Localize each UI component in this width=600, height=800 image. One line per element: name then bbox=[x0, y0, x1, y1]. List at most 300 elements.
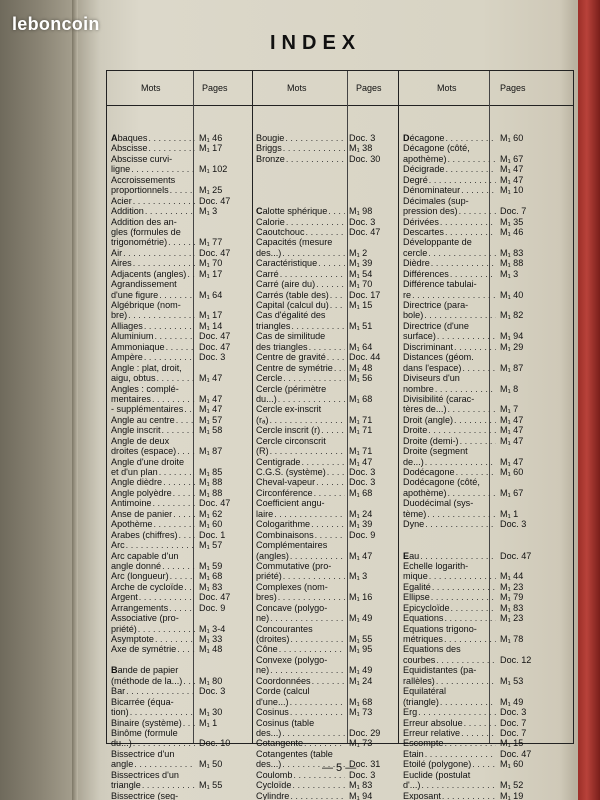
index-page-ref bbox=[195, 613, 249, 623]
dot-leader bbox=[161, 425, 195, 435]
dot-leader bbox=[424, 519, 496, 529]
index-word: Angle d'une droite bbox=[111, 456, 185, 467]
dot-leader bbox=[172, 509, 195, 519]
dot-leader bbox=[151, 498, 195, 508]
index-entry bbox=[403, 352, 568, 362]
dot-leader bbox=[411, 290, 496, 300]
index-word: Cylindre bbox=[256, 790, 290, 800]
spacer bbox=[256, 185, 345, 195]
index-page-ref bbox=[195, 551, 249, 561]
index-word: - supplémentaires bbox=[111, 404, 184, 415]
index-entry bbox=[111, 436, 249, 446]
index-page-ref bbox=[195, 363, 249, 373]
index-entry bbox=[111, 655, 249, 665]
index-word: Adjacents (angles) bbox=[111, 268, 187, 279]
index-page-ref: M₁ 14 bbox=[199, 320, 223, 331]
index-entry bbox=[256, 206, 395, 216]
index-entry bbox=[403, 269, 568, 279]
index-entry bbox=[403, 227, 568, 237]
index-page-ref: Doc. 9 bbox=[349, 529, 376, 540]
index-page-ref: M₁ 48 bbox=[199, 644, 223, 655]
dot-leader bbox=[284, 133, 345, 143]
index-entry bbox=[403, 404, 568, 414]
index-word: C.G.S. (système) bbox=[256, 467, 326, 477]
index-word: Directrice (d'une bbox=[403, 320, 469, 331]
spacer bbox=[472, 237, 496, 247]
index-entry bbox=[256, 665, 395, 675]
index-entry bbox=[403, 791, 568, 800]
dot-leader bbox=[168, 603, 195, 613]
index-entry bbox=[111, 718, 249, 728]
index-word: Anse de panier bbox=[111, 508, 173, 519]
index-page-ref bbox=[345, 749, 395, 759]
index-page-ref: Doc. 29 bbox=[349, 727, 381, 738]
index-page-ref bbox=[345, 185, 395, 195]
index-entry bbox=[111, 300, 249, 310]
index-entry bbox=[111, 269, 249, 279]
dot-leader bbox=[450, 603, 496, 613]
index-word: d'...) bbox=[403, 780, 421, 791]
index-word: Différence tabulai- bbox=[403, 279, 477, 290]
dot-leader bbox=[162, 477, 195, 487]
index-page-ref bbox=[496, 300, 568, 310]
index-word: Droite (demi-) bbox=[403, 435, 459, 446]
index-word: Dyne bbox=[403, 519, 425, 530]
index-page-ref: M₁ 77 bbox=[199, 237, 223, 248]
index-word: Bissectrice (seg- bbox=[111, 790, 179, 800]
dot-leader bbox=[273, 509, 345, 519]
brand-logo: leboncoin bbox=[12, 14, 100, 34]
dot-leader bbox=[435, 676, 496, 686]
index-page-ref bbox=[345, 603, 395, 613]
index-entry bbox=[256, 718, 395, 728]
index-word: Angle dièdre bbox=[111, 477, 163, 488]
index-entry bbox=[111, 561, 249, 571]
index-word: (droites) bbox=[256, 634, 290, 644]
index-page-ref: M₁ 35 bbox=[500, 216, 524, 227]
spacer bbox=[327, 603, 345, 613]
index-word: Cas d'égalité des bbox=[256, 310, 326, 321]
index-entry bbox=[256, 237, 395, 247]
index-entry bbox=[403, 582, 568, 592]
index-word: Coulomb bbox=[256, 769, 293, 780]
spacer bbox=[331, 561, 345, 571]
index-entry bbox=[403, 164, 568, 174]
index-word: bres) bbox=[256, 592, 277, 603]
index-page-ref: M₁ 47 bbox=[199, 404, 223, 415]
index-entry bbox=[403, 718, 568, 728]
dot-leader bbox=[186, 269, 195, 279]
spacer bbox=[446, 686, 496, 696]
index-page-ref: M₁ 85 bbox=[199, 467, 223, 477]
index-word: du...) bbox=[111, 738, 132, 749]
red-book-cover bbox=[578, 0, 600, 800]
index-entry bbox=[403, 154, 568, 164]
spacer bbox=[314, 718, 345, 728]
spacer bbox=[325, 310, 345, 320]
index-entry bbox=[111, 217, 249, 227]
index-entry bbox=[111, 352, 249, 362]
dot-leader bbox=[182, 676, 195, 686]
index-word: Cercle (périmètre bbox=[256, 383, 327, 394]
index-page-ref: Doc. 9 bbox=[199, 602, 226, 613]
index-word: Angle de deux bbox=[111, 435, 170, 446]
index-page-ref: M₁ 7 bbox=[500, 404, 519, 415]
index-entry bbox=[111, 676, 249, 686]
dot-leader bbox=[443, 634, 496, 644]
dot-leader bbox=[154, 634, 195, 644]
index-word: des...) bbox=[256, 247, 282, 258]
spacer bbox=[310, 686, 345, 696]
index-entry bbox=[111, 571, 249, 581]
spacer bbox=[256, 164, 345, 174]
dot-leader bbox=[317, 258, 345, 268]
index-entry bbox=[256, 780, 395, 790]
index-entry bbox=[256, 269, 395, 279]
dot-leader bbox=[153, 331, 195, 341]
index-entry bbox=[256, 571, 395, 581]
index-word: Dénominateur bbox=[403, 185, 461, 196]
index-page-ref bbox=[496, 196, 568, 206]
index-word: Equidistantes (pa- bbox=[403, 665, 477, 676]
spacer bbox=[256, 196, 345, 206]
index-word: Abscisse bbox=[111, 143, 148, 154]
index-entry bbox=[256, 425, 395, 435]
dot-leader bbox=[329, 290, 345, 300]
index-word: Corde (calcul bbox=[256, 686, 310, 697]
index-page-ref bbox=[345, 404, 395, 414]
index-page-ref: M₁ 17 bbox=[199, 310, 223, 321]
dot-leader bbox=[446, 404, 496, 414]
index-page-ref: M₁ 49 bbox=[349, 613, 373, 624]
index-page-ref: M₁ 57 bbox=[199, 414, 223, 425]
index-page-ref bbox=[496, 561, 568, 571]
index-entry bbox=[111, 707, 249, 717]
index-entry bbox=[256, 738, 395, 748]
index-page-ref: M₁ 40 bbox=[500, 289, 524, 300]
index-entry bbox=[111, 738, 249, 748]
index-entry bbox=[111, 509, 249, 519]
index-page-ref: M₁ 15 bbox=[500, 738, 524, 749]
index-page-ref bbox=[496, 624, 568, 634]
index-word: Abaques bbox=[111, 133, 148, 143]
index-entry bbox=[111, 498, 249, 508]
index-word: Associative (pro- bbox=[111, 613, 179, 624]
index-page-ref bbox=[345, 164, 395, 174]
index-entry bbox=[256, 217, 395, 227]
index-page-ref bbox=[496, 665, 568, 675]
dot-leader bbox=[158, 467, 195, 477]
index-entry bbox=[111, 227, 249, 237]
index-page-ref: M₁ 25 bbox=[199, 185, 223, 196]
index-word: Accroissements bbox=[111, 174, 176, 185]
spacer bbox=[474, 352, 496, 362]
index-page-ref: M₁ 60 bbox=[500, 759, 524, 770]
index-word: Combinaisons bbox=[256, 529, 314, 540]
index-word: Abscisse curvi- bbox=[111, 153, 173, 164]
dot-leader bbox=[444, 133, 496, 143]
index-page-ref: M₁ 47 bbox=[500, 414, 524, 425]
index-page-ref: M₁ 3 bbox=[500, 268, 519, 279]
dot-leader bbox=[169, 571, 195, 581]
section-initial: E bbox=[403, 550, 410, 561]
index-page-ref bbox=[345, 175, 395, 185]
index-entry bbox=[111, 467, 249, 477]
index-page-ref: M₁ 47 bbox=[199, 393, 223, 404]
index-entry bbox=[111, 446, 249, 456]
index-page-ref: Doc. 47 bbox=[199, 247, 231, 258]
index-word: de...) bbox=[403, 456, 424, 467]
index-entry bbox=[256, 530, 395, 540]
index-word: Cercle ex-inscrit bbox=[256, 404, 322, 415]
dot-leader bbox=[453, 342, 496, 352]
dot-leader bbox=[169, 185, 195, 195]
index-word: Acier bbox=[111, 195, 132, 206]
index-entry bbox=[111, 185, 249, 195]
dot-leader bbox=[326, 352, 345, 362]
spacer bbox=[468, 561, 496, 571]
index-page-ref: M₁ 47 bbox=[199, 373, 223, 384]
index-page-ref: M₁ 47 bbox=[500, 456, 524, 467]
spacer bbox=[175, 175, 195, 185]
index-entry bbox=[403, 780, 568, 790]
spacer bbox=[172, 154, 195, 164]
index-page-ref: M₁ 49 bbox=[500, 696, 524, 707]
rule-col-2 bbox=[398, 71, 399, 743]
index-page-ref: Doc. 3 bbox=[199, 686, 226, 697]
index-entry bbox=[403, 363, 568, 373]
dot-leader bbox=[125, 540, 195, 550]
index-word: Cosinus (table bbox=[256, 717, 315, 728]
dot-leader bbox=[147, 143, 195, 153]
index-page-ref: M₁ 17 bbox=[199, 268, 223, 279]
index-word: Apothème bbox=[111, 519, 153, 530]
dot-leader bbox=[132, 258, 195, 268]
dot-leader bbox=[427, 248, 496, 258]
index-word: Diviseurs d'un bbox=[403, 373, 460, 384]
index-page-ref: M₁ 55 bbox=[199, 780, 223, 791]
index-entry bbox=[111, 404, 249, 414]
spacer bbox=[473, 498, 496, 508]
index-page-ref bbox=[195, 749, 249, 759]
index-entry bbox=[256, 300, 395, 310]
index-entry bbox=[403, 749, 568, 759]
index-word: pression des) bbox=[403, 206, 458, 217]
index-page-ref: M₁ 88 bbox=[500, 258, 524, 269]
index-entry bbox=[403, 394, 568, 404]
index-word: (rₐ) bbox=[256, 414, 269, 425]
spacer bbox=[178, 791, 195, 800]
index-word: Exposant bbox=[403, 790, 441, 800]
spacer bbox=[403, 540, 496, 550]
dot-leader bbox=[428, 175, 496, 185]
index-word: Concave (polygo- bbox=[256, 602, 328, 613]
index-word: Calorie bbox=[256, 216, 285, 227]
index-entry bbox=[403, 759, 568, 769]
dot-leader bbox=[430, 592, 496, 602]
index-page-ref: M₁ 83 bbox=[500, 247, 524, 258]
index-page-ref bbox=[345, 310, 395, 320]
section-initial: B bbox=[111, 665, 118, 676]
index-page-ref: Doc. 47 bbox=[199, 498, 231, 509]
index-page-ref bbox=[195, 154, 249, 164]
spacer bbox=[178, 728, 195, 738]
index-word: Angle inscrit bbox=[111, 425, 161, 436]
index-word: Aires bbox=[111, 258, 132, 269]
index-entry bbox=[403, 185, 568, 195]
index-page-ref: M₁ 60 bbox=[500, 467, 524, 477]
dot-leader bbox=[436, 331, 496, 341]
index-entry bbox=[111, 206, 249, 216]
index-entry bbox=[256, 384, 395, 394]
index-entry bbox=[403, 561, 568, 571]
index-word: Caoutchouc bbox=[256, 226, 305, 237]
index-page-ref bbox=[496, 498, 568, 508]
index-word: Centigrade bbox=[256, 456, 301, 467]
index-word: Bicarrée (équa- bbox=[111, 696, 174, 707]
index-page-ref bbox=[496, 373, 568, 383]
index-entry bbox=[111, 373, 249, 383]
section-initial: A bbox=[111, 133, 118, 143]
dot-leader bbox=[453, 415, 496, 425]
index-table bbox=[106, 70, 574, 800]
index-page-ref: M₁ 19 bbox=[500, 790, 524, 800]
index-word: gles (formules de bbox=[111, 226, 181, 237]
index-word: tères de...) bbox=[403, 404, 447, 415]
index-entry bbox=[256, 321, 395, 331]
index-word: Angles : complé- bbox=[111, 383, 179, 394]
index-page-ref: M₁ 48 bbox=[349, 362, 373, 373]
index-entry bbox=[111, 258, 249, 268]
spacer bbox=[470, 770, 496, 780]
index-word: aigu, obtus bbox=[111, 373, 156, 384]
index-page-ref: M₁ 33 bbox=[199, 634, 223, 644]
index-page-ref: M₁ 10 bbox=[500, 185, 524, 196]
index-page-ref: M₁ 78 bbox=[500, 634, 524, 644]
index-entry bbox=[256, 707, 395, 717]
dot-leader bbox=[137, 624, 195, 634]
index-entry bbox=[256, 331, 395, 341]
index-word: Carré bbox=[256, 268, 279, 279]
index-page-ref: M₁ 52 bbox=[500, 780, 524, 791]
index-word: Discriminant bbox=[403, 341, 454, 352]
dot-leader bbox=[269, 446, 345, 456]
index-entry bbox=[403, 446, 568, 456]
index-page-ref: M₁ 38 bbox=[349, 143, 373, 154]
index-page-ref: M₁ 1 bbox=[500, 508, 519, 519]
index-entry bbox=[111, 342, 249, 352]
index-word: mentaires bbox=[111, 393, 151, 404]
index-page-ref: M₁ 83 bbox=[500, 602, 524, 613]
section-initial: C bbox=[256, 206, 263, 217]
index-page-ref: Doc. 44 bbox=[349, 352, 381, 363]
dot-leader bbox=[439, 217, 496, 227]
dot-leader bbox=[132, 738, 195, 748]
index-entry bbox=[111, 415, 249, 425]
index-word: Dodécagone (côté, bbox=[403, 477, 480, 488]
book-spine bbox=[72, 0, 78, 800]
index-page-ref: M₁ 79 bbox=[500, 592, 524, 603]
index-word: Arc capable d'un bbox=[111, 550, 179, 561]
spacer bbox=[111, 655, 195, 665]
index-entry bbox=[111, 363, 249, 373]
index-entry bbox=[256, 592, 395, 602]
index-word: nombre bbox=[403, 383, 434, 394]
index-word: Coordonnées bbox=[256, 675, 311, 686]
index-word: Axe de symétrie bbox=[111, 644, 177, 655]
index-page-ref: M₁ 83 bbox=[199, 581, 223, 592]
dot-leader bbox=[277, 394, 345, 404]
spacer bbox=[174, 749, 195, 759]
spacer bbox=[169, 436, 195, 446]
index-page-ref bbox=[345, 655, 395, 665]
index-word: tion) bbox=[111, 707, 129, 718]
index-page-ref: M₁ 60 bbox=[500, 133, 524, 143]
index-entry bbox=[403, 477, 568, 487]
dot-leader bbox=[282, 373, 345, 383]
index-page-ref bbox=[195, 457, 249, 467]
header-row bbox=[107, 71, 573, 106]
index-page-ref: M₁ 47 bbox=[500, 425, 524, 436]
index-page-ref: M₁ 47 bbox=[500, 174, 524, 185]
index-page-ref: M₁ 87 bbox=[500, 362, 524, 373]
dot-leader bbox=[434, 384, 496, 394]
dot-leader bbox=[460, 185, 496, 195]
dot-leader bbox=[449, 269, 496, 279]
dot-leader bbox=[423, 310, 496, 320]
index-word: Cologarithme bbox=[256, 519, 311, 530]
dot-leader bbox=[176, 644, 195, 654]
index-entry bbox=[256, 352, 395, 362]
dot-leader bbox=[281, 248, 345, 258]
index-page-ref: M₁ 82 bbox=[500, 310, 524, 321]
index-entry bbox=[256, 436, 395, 446]
index-page-ref: M₁ 8 bbox=[500, 383, 519, 394]
index-word: Epicycloïde bbox=[403, 602, 450, 613]
spacer bbox=[177, 279, 195, 289]
dot-leader bbox=[314, 530, 345, 540]
index-word: Alliages bbox=[111, 320, 143, 331]
index-word: courbes bbox=[403, 654, 436, 665]
dot-leader bbox=[130, 164, 195, 174]
dot-leader bbox=[175, 415, 195, 425]
index-entry bbox=[256, 227, 395, 237]
index-entry bbox=[256, 791, 395, 800]
index-word: Concourantes bbox=[256, 623, 313, 634]
dot-leader bbox=[279, 269, 345, 279]
index-entry bbox=[256, 446, 395, 456]
dot-leader bbox=[152, 519, 195, 529]
index-entry bbox=[256, 749, 395, 759]
index-word: Centre de gravité bbox=[256, 352, 326, 363]
index-entry bbox=[256, 551, 395, 561]
index-column-1 bbox=[111, 133, 249, 800]
index-page-ref: Doc. 7 bbox=[500, 717, 527, 728]
index-entry bbox=[403, 603, 568, 613]
index-entry bbox=[403, 415, 568, 425]
index-word: des...) bbox=[256, 759, 282, 770]
spacer bbox=[468, 300, 496, 310]
index-entry bbox=[256, 655, 395, 665]
index-entry bbox=[403, 342, 568, 352]
index-page-ref: Doc. 47 bbox=[500, 748, 532, 759]
index-word: Erg bbox=[403, 707, 418, 718]
dot-leader bbox=[310, 519, 345, 529]
index-entry bbox=[403, 488, 568, 498]
spacer bbox=[179, 770, 195, 780]
index-word: Addition des an- bbox=[111, 216, 177, 227]
index-page-ref: M₁ 15 bbox=[349, 300, 373, 310]
